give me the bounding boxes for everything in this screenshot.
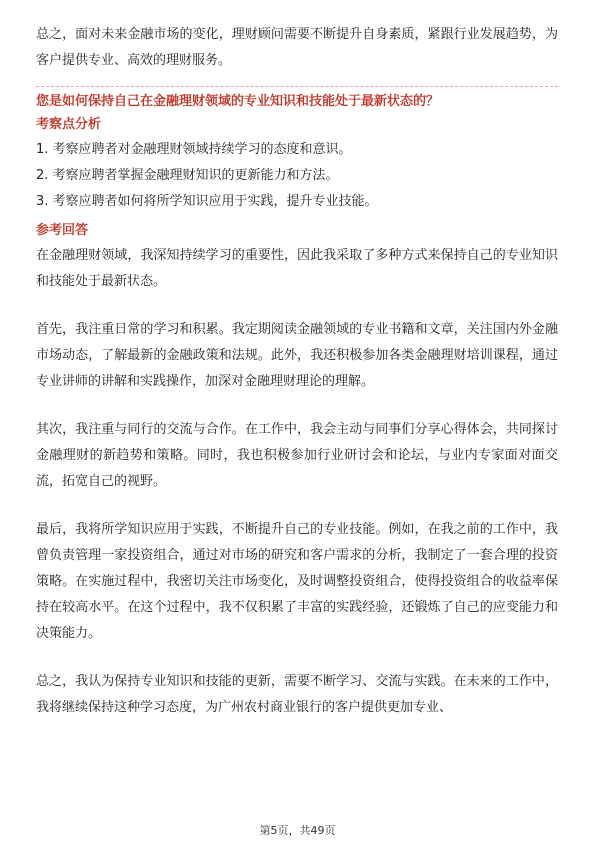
- section-divider: [36, 86, 558, 87]
- page-content: [36, 22, 558, 721]
- answer-title: 参考回答: [36, 223, 89, 238]
- paragraph-spacer: [36, 295, 558, 317]
- paragraph-spacer: [36, 395, 558, 417]
- answer-paragraph-3: 其次，我注重与同行的交流与合作。在工作中，我会主动与同事们分享心得体会，共同探讨金融理财的新趋势和策略。同时，我也积极参加行业研讨会和论坛，与业内专家面对面交流，拓宽自己的视野。: [36, 422, 558, 489]
- analysis-item-3: 3. 考察应聘者如何将所学知识应用于实践，提升专业技能。: [36, 194, 378, 209]
- analysis-title: 考察点分析: [36, 117, 102, 132]
- paragraph-spacer: [36, 647, 558, 669]
- page-footer: 第5页，共49页: [259, 824, 336, 837]
- answer-paragraph-5: 总之，我认为保持专业知识和技能的更新，需要不断学习、交流与实践。在未来的工作中，我将继续保持这种学习态度，为广州农村商业银行的客户提供更加专业、: [36, 674, 558, 715]
- answer-paragraph-1: 在金融理财领域，我深知持续学习的重要性，因此我采取了多种方式来保持自己的专业知识和技能处于最新状态。: [36, 248, 558, 289]
- answer-paragraph-4: 最后，我将所学知识应用于实践，不断提升自己的专业技能。例如，在我之前的工作中，我曾负责管理一家投资组合，通过对市场的研究和客户需求的分析，我制定了一套合理的投资策略。在实施过程中，我密切关注市场变化，及时调整投资组合，使得投资组合的收益率保持在较高水平。在这个过程中，我不仅积累了丰富的实践经验，还锻炼了自己的应变能力和决策能力。: [36, 522, 558, 641]
- question-heading: 您是如何保持自己在金融理财领域的专业知识和技能处于最新状态的？: [36, 94, 440, 109]
- intro-paragraph: 总之，面对未来金融市场的变化，理财顾问需要不断提升自身素质，紧跟行业发展趋势，为客户提供专业、高效的理财服务。: [36, 27, 558, 68]
- paragraph-spacer: [36, 495, 558, 517]
- analysis-item-1: 1. 考察应聘者对金融理财领域持续学习的态度和意识。: [36, 142, 352, 157]
- answer-paragraph-2: 首先，我注重日常的学习和积累。我定期阅读金融领域的专业书籍和文章，关注国内外金融市场动态，了解最新的金融政策和法规。此外，我还积极参加各类金融理财培训课程，通过专业讲师的讲解和实践操作，加深对金融理财理论的理解。: [36, 322, 558, 389]
- analysis-item-2: 2. 考察应聘者掌握金融理财知识的更新能力和方法。: [36, 168, 339, 183]
